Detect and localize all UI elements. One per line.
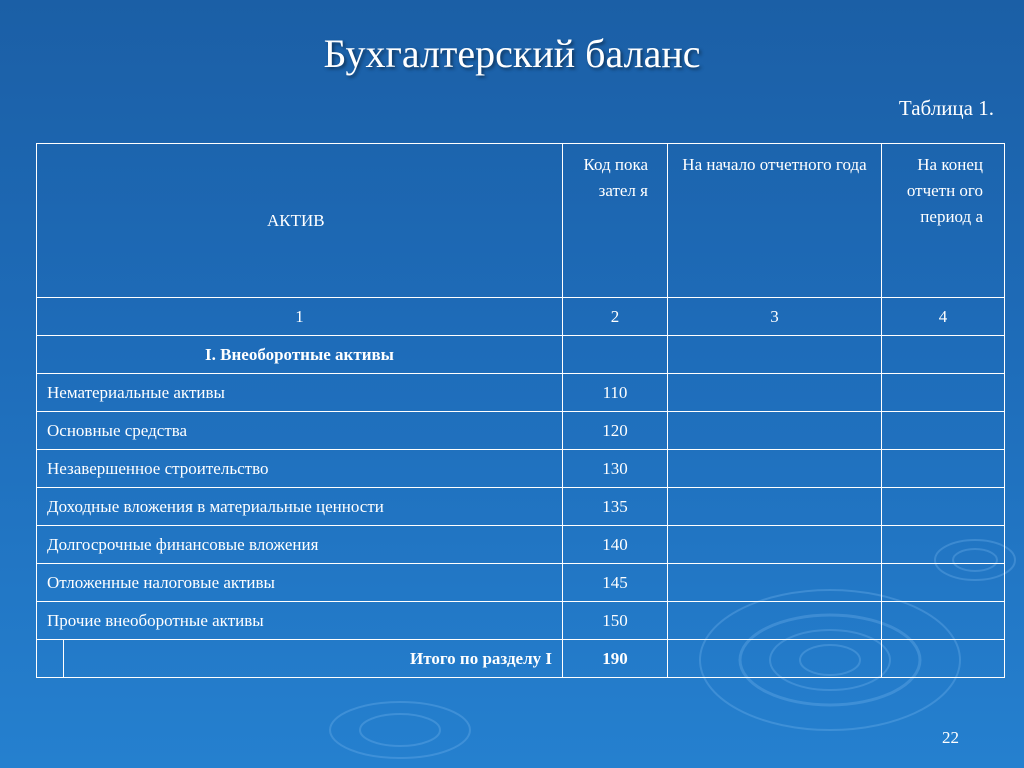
total-label: Итого по разделу I <box>37 640 563 678</box>
table-row <box>37 526 1005 564</box>
row-code: 130 <box>563 450 668 488</box>
column-number: 2 <box>563 298 668 336</box>
column-number-row <box>37 298 1005 336</box>
section-row <box>37 336 1005 374</box>
header-start-of-year: На начало отчетного года <box>668 144 882 298</box>
column-number: 4 <box>882 298 1005 336</box>
column-number: 3 <box>668 298 882 336</box>
row-code: 150 <box>563 602 668 640</box>
section-title: I. Внеоборотные активы <box>37 336 563 374</box>
row-code: 110 <box>563 374 668 412</box>
table-header-row <box>37 144 1005 298</box>
table-row <box>37 450 1005 488</box>
row-label: Доходные вложения в материальные ценности <box>37 488 563 526</box>
header-aktiv: АКТИВ <box>37 144 563 298</box>
row-code: 135 <box>563 488 668 526</box>
table-row <box>37 564 1005 602</box>
total-row <box>37 640 1005 678</box>
row-label: Прочие внеоборотные активы <box>37 602 563 640</box>
row-code: 145 <box>563 564 668 602</box>
row-code: 140 <box>563 526 668 564</box>
total-code: 190 <box>563 640 668 678</box>
row-label: Долгосрочные финансовые вложения <box>37 526 563 564</box>
table-caption: Таблица 1. <box>898 96 994 120</box>
header-end-of-period: На конец отчетн ого период а <box>882 144 1005 298</box>
row-label: Незавершенное строительство <box>37 450 563 488</box>
table-row <box>37 488 1005 526</box>
total-indent-line <box>63 640 64 677</box>
header-code: Код пока зател я <box>563 144 668 298</box>
row-label: Отложенные налоговые активы <box>37 564 563 602</box>
row-code: 120 <box>563 412 668 450</box>
row-label: Основные средства <box>37 412 563 450</box>
balance-table <box>36 143 1005 678</box>
table-row <box>37 602 1005 640</box>
slide-title: Бухгалтерский баланс <box>323 31 701 76</box>
table-row <box>37 412 1005 450</box>
column-number: 1 <box>37 298 563 336</box>
table-row <box>37 374 1005 412</box>
page-number: 22 <box>942 728 959 747</box>
row-label: Нематериальные активы <box>37 374 563 412</box>
